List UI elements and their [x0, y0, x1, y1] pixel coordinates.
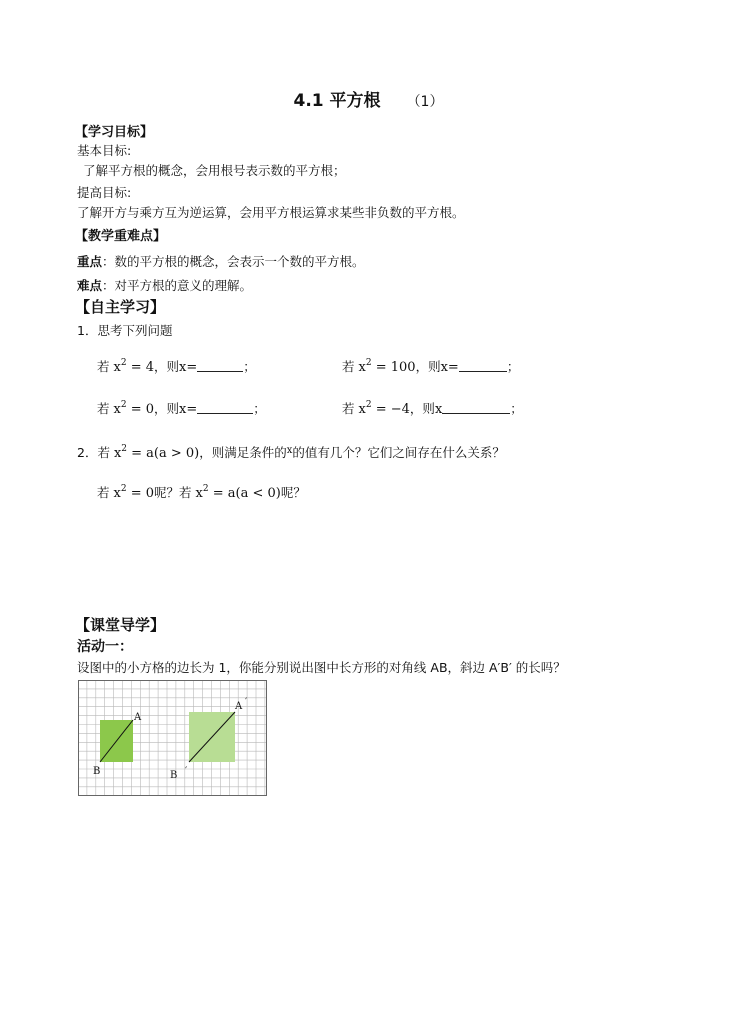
- q1-3-mid: ，则: [154, 401, 180, 416]
- self-study-header: 【自主学习】: [75, 298, 166, 316]
- q1-2-pre: 若: [342, 359, 355, 374]
- label-a-prime: A: [235, 701, 243, 712]
- q1-item-4: 若 $x^2 = -4$，则x ；: [342, 400, 523, 417]
- label-a: A: [134, 712, 142, 723]
- q1-2-var: x: [440, 360, 448, 375]
- q1-4-var: x: [434, 402, 443, 417]
- diff-label: 难点: [77, 278, 103, 293]
- class-guide-header: 【课堂导学】: [75, 616, 166, 634]
- q1-item-2: 若 $x^2 = 100$，则x= ；: [342, 358, 520, 375]
- q2-var: x: [286, 445, 293, 456]
- key-point: [77, 252, 365, 270]
- advanced-label: 提高目标:: [77, 185, 132, 200]
- q1-title: 1．思考下列问题: [77, 323, 173, 338]
- q1-4-expr: $x^2 = -4$: [358, 400, 410, 417]
- answer-blank[interactable]: [442, 402, 510, 414]
- grid-figure: [78, 680, 267, 796]
- page-title: [0, 86, 737, 111]
- answer-blank[interactable]: [459, 360, 507, 372]
- q2b-line: [97, 483, 306, 501]
- title-part: （1）: [406, 94, 444, 110]
- q1-3-var: x: [179, 402, 187, 417]
- q2-rest: ，则满足条件的: [199, 445, 287, 460]
- answer-blank[interactable]: [197, 360, 243, 372]
- q1-1-mid: ，则: [154, 359, 180, 374]
- q1-item-3: 若 $x^2 = 0$，则x= ；: [97, 400, 266, 417]
- q1-4-pre: 若: [342, 401, 355, 416]
- title-text: 4.1 平方根: [293, 91, 381, 111]
- key-text: ：数的平方根的概念，会表示一个数的平方根。: [102, 254, 365, 269]
- q1-2-mid: ，则: [415, 359, 441, 374]
- label-b-prime: B: [170, 770, 178, 781]
- q2b-eq2: $x^2 = a(a < 0)$: [195, 484, 281, 501]
- q2-rest2: 的值有几个？它们之间存在什么关系？: [292, 445, 505, 460]
- q2b-eq1: $x^2 = 0$: [113, 484, 155, 501]
- activity-label: 活动一：: [77, 639, 133, 655]
- q2b-pre: 若: [97, 485, 110, 500]
- basic-text: 了解平方根的概念，会用根号表示数的平方根；: [83, 163, 346, 178]
- q1-2-expr: $x^2 = 100$: [358, 358, 416, 375]
- q1-3-pre: 若: [97, 401, 110, 416]
- q1-1-pre: 若: [97, 359, 110, 374]
- q2b-mid: 呢？若: [154, 485, 192, 500]
- q2b-post: 呢？: [280, 485, 306, 500]
- q1-1-var: x: [179, 360, 187, 375]
- prime-a: ′: [245, 697, 248, 708]
- q2-num: 2．若: [77, 445, 110, 460]
- difficult-point: [77, 276, 252, 294]
- answer-blank[interactable]: [197, 402, 253, 414]
- objectives-header: 【学习目标】: [75, 125, 154, 140]
- activity-text: 设图中的小方格的边长为 1，你能分别说出图中长方形的对角线 AB，斜边 A′B′ 的长吗？: [77, 660, 566, 675]
- q1-item-1: 若 $x^2 = 4$，则x= ；: [97, 358, 256, 375]
- advanced-text: 了解开方与乘方互为逆运算，会用平方根运算求某些非负数的平方根。: [77, 205, 465, 220]
- q1-4-mid: ，则: [409, 401, 435, 416]
- key-label: 重点: [77, 254, 103, 269]
- basic-label: 基本目标:: [77, 143, 132, 158]
- prime-b: ′: [185, 766, 188, 777]
- q1-3-expr: $x^2 = 0$: [113, 400, 155, 417]
- diff-text: ：对平方根的意义的理解。: [102, 278, 253, 293]
- keypoints-header: 【教学重难点】: [75, 229, 167, 244]
- q2-cond: $x^2 = a(a > 0)$: [113, 444, 200, 461]
- label-b: B: [93, 766, 101, 777]
- q2-line: [77, 443, 505, 461]
- q1-1-expr: $x^2 = 4$: [113, 358, 155, 375]
